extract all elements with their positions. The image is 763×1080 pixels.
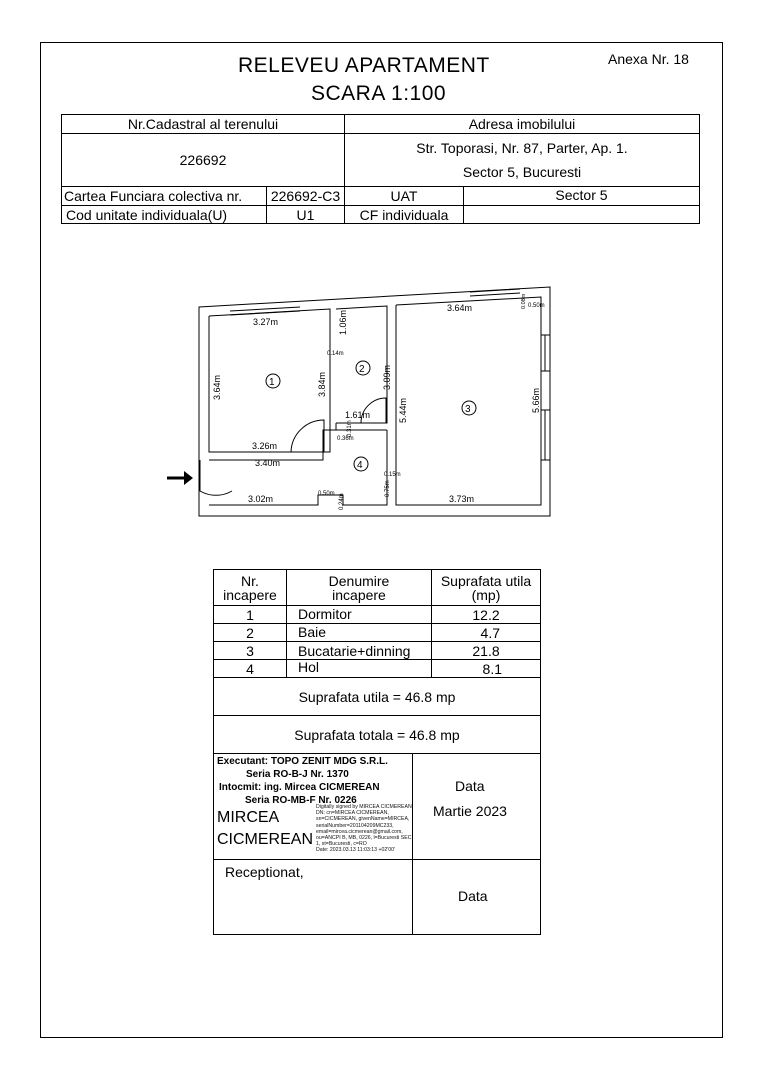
entrance-arrow-icon	[167, 471, 193, 485]
adresa-line2: Sector 5, Bucuresti	[462, 164, 582, 180]
executant-name: Executant: TOPO ZENIT MDG S.R.L.	[217, 756, 388, 767]
table-row-nr: 1	[213, 605, 287, 624]
dim-label: 3.26m	[252, 441, 278, 451]
page-title: RELEVEU APARTAMENT	[238, 54, 490, 77]
executant-block	[213, 753, 413, 860]
table-row-area: 12.2	[431, 605, 541, 624]
annex-number: Anexa Nr. 18	[608, 51, 689, 67]
outer-wall	[199, 287, 550, 516]
sig-detail: Digitally signed by MIRCEA CICMEREAN	[316, 804, 412, 810]
dim-label: 0.08m	[521, 293, 527, 309]
sig-detail: email=mircea.cicmerean@gmail.com,	[316, 828, 403, 835]
sig-detail: sn=CICMEREAN, givenName=MIRCEA,	[316, 816, 410, 823]
uat-value: Sector 5	[463, 186, 700, 206]
dim-label: 3.64m	[212, 374, 222, 400]
table-row-nr: 3	[213, 641, 287, 660]
dim-label: 0.15m	[384, 472, 401, 478]
dim-label: 0.50m	[528, 303, 545, 309]
uat-label: UAT	[344, 186, 464, 206]
table-row-name: Baie	[286, 623, 432, 642]
data2-block	[412, 859, 541, 935]
room-number-4: 4	[357, 460, 363, 471]
window-top-1	[230, 307, 300, 311]
col-header-nr-line1: Nr.	[241, 572, 259, 589]
col-header-denumire-line1: Denumire	[328, 572, 390, 589]
table-row-area: 8.1	[431, 659, 541, 678]
signature-name-line2: CICMEREAN	[217, 831, 314, 848]
col-header-suprafata-line1: Suprafata utila	[440, 572, 532, 589]
adresa-label: Adresa imobilului	[344, 114, 700, 134]
receptionat-label: Receptionat,	[225, 864, 304, 880]
sig-detail: DN: cn=MIRCEA CICMEREAN,	[316, 810, 389, 817]
rooms-table	[213, 569, 541, 935]
col-header-suprafata	[431, 569, 541, 606]
dim-label: 3.02m	[248, 494, 274, 504]
dim-label: 0.36m	[337, 436, 354, 442]
sig-detail: ou=ANCPI B, MB, 0226, l=Bucuresti SEC	[316, 835, 412, 842]
table-row-name: Bucatarie+dinning	[286, 641, 432, 660]
room-number-3: 3	[465, 404, 471, 415]
cod-unitate-value: U1	[266, 205, 345, 224]
room-number-1: 1	[269, 377, 275, 388]
dim-label: 1.61m	[345, 410, 371, 420]
dim-label: 0.50m	[318, 491, 335, 497]
window-top-2b	[470, 293, 520, 296]
door-entrance	[200, 460, 232, 495]
suprafata-utila-total: Suprafata utila = 46.8 mp	[213, 677, 541, 716]
window-top-2	[470, 289, 520, 292]
dim-label: 0.24m	[339, 493, 345, 510]
nr-cadastral-value: 226692	[61, 133, 345, 187]
window-top-1b	[230, 311, 300, 315]
dim-label: 0.31m	[347, 420, 353, 437]
dim-label: 3.27m	[253, 317, 279, 327]
digital-signature-details	[316, 804, 412, 854]
sig-detail: Date: 2023.03.13 11:03:13 +02'00'	[316, 847, 396, 854]
receptionat-block	[213, 859, 413, 935]
room-number-2: 2	[359, 364, 365, 375]
sig-detail: 1, st=Bucuresti, c=RO	[316, 841, 367, 848]
dim-label: 5.44m	[398, 397, 408, 423]
col-header-suprafata-line2: (mp)	[471, 586, 501, 603]
door-room1	[291, 420, 324, 452]
dim-label: 3.40m	[255, 458, 281, 468]
adresa-line1: Str. Toporasi, Nr. 87, Parter, Ap. 1.	[416, 140, 628, 156]
cod-unitate-label: Cod unitate individuala(U)	[61, 205, 267, 224]
dim-label: 3.73m	[449, 494, 475, 504]
intocmit-seria: Seria RO-MB-F Nr. 0226	[245, 795, 357, 806]
cf-colectiva-value: 226692-C3	[266, 186, 345, 206]
cf-individuala-label: CF individuala	[344, 205, 464, 224]
table-row-nr: 2	[213, 623, 287, 642]
dim-label: 3.64m	[447, 303, 473, 313]
nr-cadastral-label: Nr.Cadastral al terenului	[61, 114, 345, 134]
executant-seria: Seria RO-B-J Nr. 1370	[246, 769, 349, 780]
dim-label: 3.84m	[317, 371, 327, 397]
dim-label: 1.06m	[338, 309, 348, 335]
col-header-nr-line2: incapere	[223, 586, 277, 603]
dim-label: 3.09m	[382, 364, 392, 390]
dim-label: 5.66m	[531, 387, 541, 413]
table-row-area: 4.7	[431, 623, 541, 642]
dim-label: 0.14m	[327, 351, 344, 357]
table-row-name: Hol	[286, 659, 432, 678]
table-row-name: Dormitor	[286, 605, 432, 624]
page-subtitle-scale: SCARA 1:100	[311, 82, 447, 105]
intocmit-name: Intocmit: ing. Mircea CICMEREAN	[219, 782, 380, 793]
data-value: Martie 2023	[433, 803, 507, 819]
col-header-nr	[213, 569, 287, 606]
table-row-area: 21.8	[431, 641, 541, 660]
signature-name-line1: MIRCEA	[217, 809, 280, 826]
suprafata-totala-total: Suprafata totala = 46.8 mp	[213, 715, 541, 754]
sig-detail: serialNumber=201104209MC233,	[316, 822, 394, 829]
table-row-nr: 4	[213, 659, 287, 678]
col-header-denumire-line2: incapere	[332, 586, 386, 603]
data-label: Data	[455, 778, 485, 794]
cf-colectiva-label: Cartea Funciara colectiva nr.	[61, 186, 267, 206]
dim-label: 0.75m	[385, 480, 391, 497]
data2-label: Data	[458, 888, 488, 904]
col-header-denumire	[286, 569, 432, 606]
data-block	[412, 753, 541, 860]
